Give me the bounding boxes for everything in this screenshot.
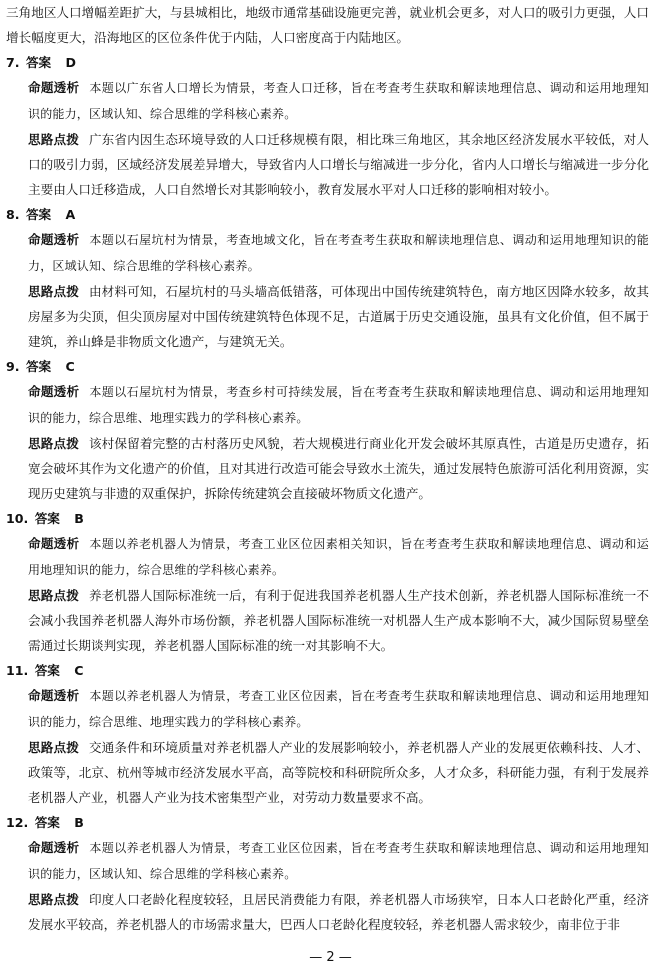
answer-choice: B <box>74 815 84 830</box>
question-header <box>0 658 661 683</box>
intent-label: 命题透析 <box>28 80 80 95</box>
intent-block <box>0 683 661 735</box>
intent-text: 本题以广东省人口增长为情景，考查人口迁移，旨在考查考生获取和解读地理信息、调动和运用地理知识的能力，区域认知、综合思维的学科核心素养。 <box>28 81 649 121</box>
answer-choice: C <box>74 663 84 678</box>
answer-label: 答案 <box>34 511 60 526</box>
intent-block <box>0 227 661 279</box>
answer-label: 答案 <box>25 207 52 222</box>
question-number: 7. <box>6 55 20 70</box>
answer-choice: B <box>74 511 84 526</box>
question-list <box>0 50 661 937</box>
question-item <box>0 354 661 506</box>
question-header <box>0 202 661 227</box>
hint-text: 印度人口老龄化程度较轻，且居民消费能力有限，养老机器人市场狭窄，日本人口老龄化严重，经济发展水平较高，养老机器人的市场需求量大，巴西人口老龄化程度较轻，养老机器人需求较少，南非位于非 <box>28 892 650 932</box>
hint-text: 交通条件和环境质量对养老机器人产业的发展影响较小，养老机器人产业的发展更依赖科技、人才、政策等，北京、杭州等城市经济发展水平高，高等院校和科研院所众多，人才众多，科研能力强，有利于发展养老机器人产业，机器人产业为技术密集型产业，对劳动力数量要求不高。 <box>28 740 650 805</box>
answer-choice: D <box>65 55 76 70</box>
intent-block <box>0 379 661 431</box>
question-number: 11. <box>6 663 29 678</box>
intent-block <box>0 75 661 127</box>
hint-text: 该村保留着完整的古村落历史风貌，若大规模进行商业化开发会破坏其原真性，古道是历史遗存，拓宽会破坏其作为文化遗产的价值，且对其进行改造可能会导致水土流失，通过发展特色旅游可活化利用资源，实现历史建筑与非遗的双重保护，拆除传统建筑会直接破坏物质文化遗产。 <box>28 436 650 501</box>
answer-label: 答案 <box>34 815 60 830</box>
hint-block <box>0 279 661 354</box>
intent-text: 本题以养老机器人为情景，考查工业区位因素相关知识，旨在考查考生获取和解读地理信息、调动和运用地理知识的能力，综合思维的学科核心素养。 <box>28 537 649 577</box>
answer-choice: A <box>65 207 76 222</box>
hint-block <box>0 583 661 658</box>
intent-label: 命题透析 <box>28 536 80 551</box>
question-number: 10. <box>6 511 29 526</box>
intent-block <box>0 835 661 887</box>
hint-block <box>0 127 661 202</box>
answer-label: 答案 <box>25 55 52 70</box>
page-number: — 2 — <box>309 950 352 965</box>
answer-label: 答案 <box>25 359 52 374</box>
intent-block <box>0 531 661 583</box>
intent-label: 命题透析 <box>28 232 80 247</box>
hint-label: 思路点拨 <box>28 588 79 603</box>
question-number: 9. <box>6 359 20 374</box>
hint-block <box>0 735 661 810</box>
question-header <box>0 50 661 75</box>
answer-label: 答案 <box>34 663 60 678</box>
hint-label: 思路点拨 <box>28 132 79 147</box>
question-item <box>0 202 661 354</box>
intent-label: 命题透析 <box>28 384 80 399</box>
hint-text: 养老机器人国际标准统一后，有利于促进我国养老机器人生产技术创新，养老机器人国际标准统一不会减小我国养老机器人海外市场份额，养老机器人国际标准统一对机器人生产成本影响不大，减少国际贸易壁垒需通过长期谈判实现，养老机器人国际标准的统一对其影响不大。 <box>28 588 650 653</box>
hint-label: 思路点拨 <box>28 436 79 451</box>
hint-label: 思路点拨 <box>28 892 79 907</box>
hint-label: 思路点拨 <box>28 740 79 755</box>
question-number: 8. <box>6 207 20 222</box>
question-header <box>0 506 661 531</box>
intent-text: 本题以养老机器人为情景，考查工业区位因素，旨在考查考生获取和解读地理信息、调动和运用地理知识的能力，区域认知、综合思维的学科核心素养。 <box>28 841 649 881</box>
question-header <box>0 810 661 835</box>
hint-block <box>0 431 661 506</box>
intent-label: 命题透析 <box>28 688 80 703</box>
intent-text: 本题以石屋坑村为情景，考查乡村可持续发展，旨在考查考生获取和解读地理信息、调动和运用地理知识的能力，综合思维、地理实践力的学科核心素养。 <box>28 385 649 425</box>
question-number: 12. <box>6 815 29 830</box>
intent-text: 本题以养老机器人为情景，考查工业区位因素，旨在考查考生获取和解读地理信息、调动和运用地理知识的能力，综合思维、地理实践力的学科核心素养。 <box>28 689 649 729</box>
intent-label: 命题透析 <box>28 840 80 855</box>
question-item <box>0 658 661 810</box>
question-item <box>0 506 661 658</box>
continued-paragraph: 三角地区人口增幅差距扩大，与县城相比，地级市通常基础设施更完善，就业机会更多，对人口的吸引力更强，人口增长幅度更大，沿海地区的区位条件优于内陆，人口密度高于内陆地区。 <box>6 5 649 45</box>
question-item <box>0 50 661 202</box>
hint-label: 思路点拨 <box>28 284 79 299</box>
hint-text: 由材料可知，石屋坑村的马头墙高低错落，可体现出中国传统建筑特色，南方地区因降水较多，故其房屋多为尖顶，但尖顶房屋对中国传统建筑特色体现不足，古道属于历史交通设施，虽具有文化价值，但不属于建筑，养山蜂是非物质文化遗产，与建筑无关。 <box>28 284 650 349</box>
hint-block <box>0 887 661 937</box>
question-item <box>0 810 661 937</box>
answer-choice: C <box>65 359 75 374</box>
intent-text: 本题以石屋坑村为情景，考查地域文化，旨在考查考生获取和解读地理信息、调动和运用地理知识的能力，区域认知、综合思维的学科核心素养。 <box>28 233 649 273</box>
question-header <box>0 354 661 379</box>
hint-text: 广东省内因生态环境导致的人口迁移规模有限，相比珠三角地区，其余地区经济发展水平较低，对人口的吸引力弱，区域经济发展差异增大，导致省内人口增长与缩减进一步分化，省内人口增长与缩减进一步分化主要由人口迁移造成，人口自然增长对其影响较小，教育发展水平对人口迁移的影响相对较小。 <box>28 132 650 197</box>
